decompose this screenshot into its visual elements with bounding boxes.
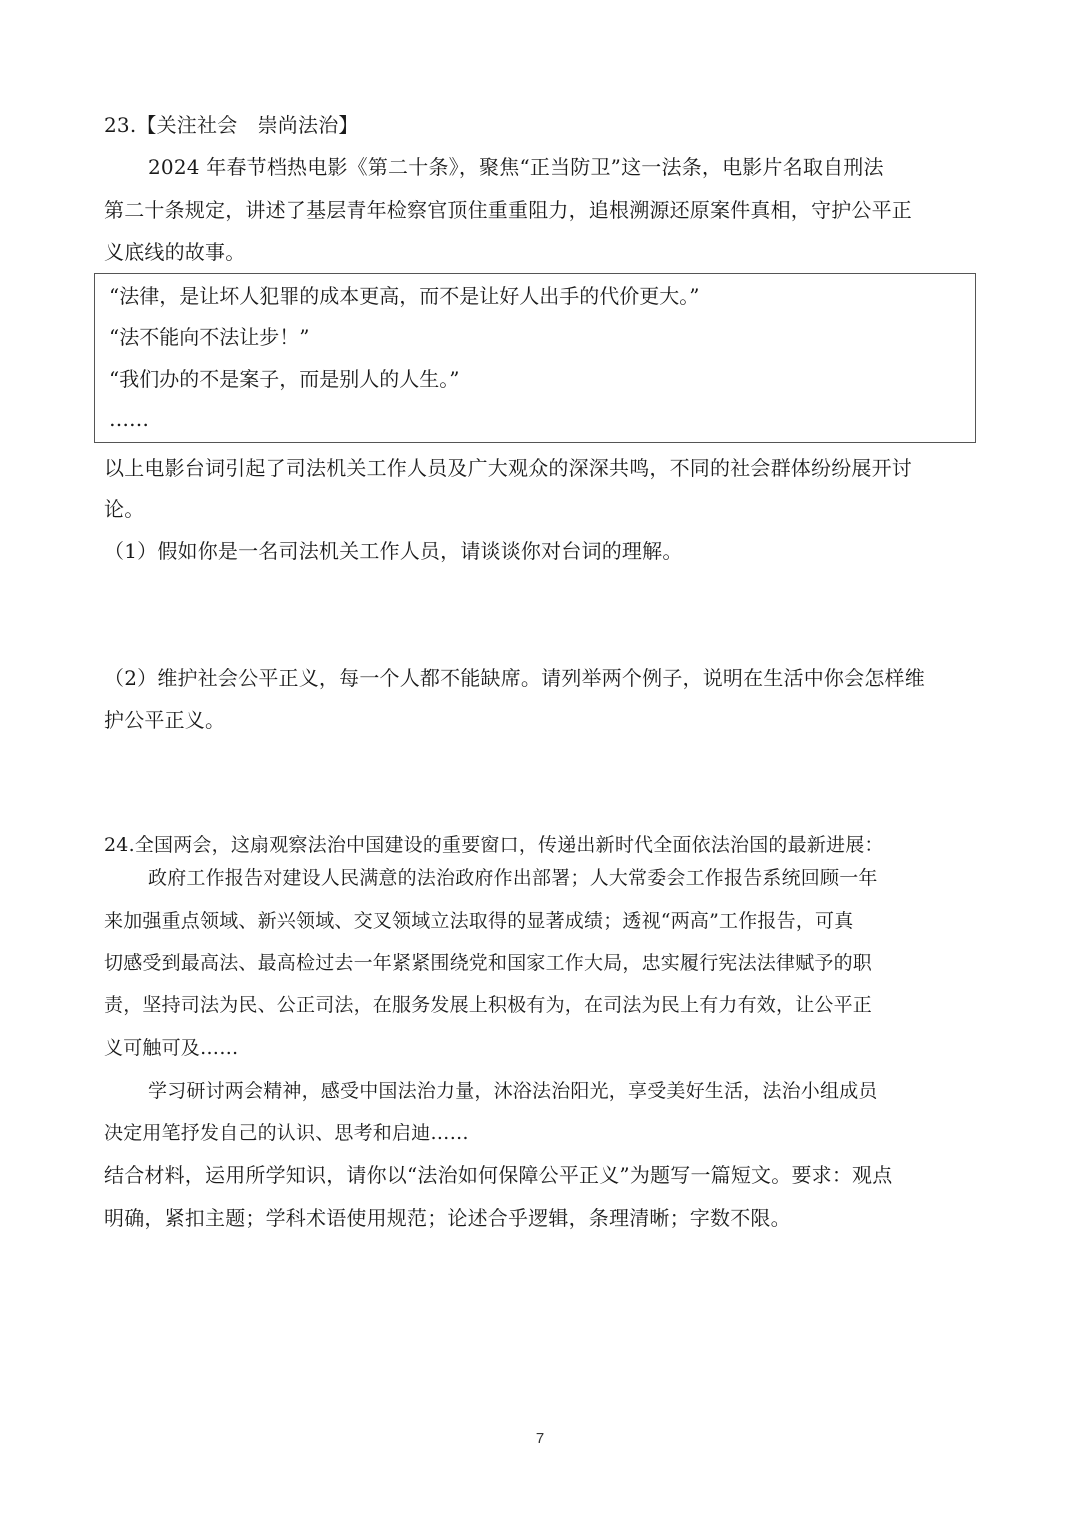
q23-intro-line: 第二十条规定，讲述了基层青年检察官顶住重重阻力，追根溯源还原案件真相，守护公平正 xyxy=(104,198,912,222)
q23-after-line: 论。 xyxy=(104,497,145,521)
q24-para1-line: 义可触可及…… xyxy=(104,1037,239,1059)
page-number: 7 xyxy=(535,1430,545,1447)
q24-task-line: 结合材料，运用所学知识，请你以“法治如何保障公平正义”为题写一篇短文。要求：观点 xyxy=(104,1163,893,1187)
q24-task-line: 明确，紧扣主题；学科术语使用规范；论述合乎逻辑，条理清晰；字数不限。 xyxy=(104,1206,791,1230)
quote-line: “法律，是让坏人犯罪的成本更高，而不是让好人出手的代价更大。” xyxy=(109,284,700,308)
q23-after-line: 以上电影台词引起了司法机关工作人员及广大观众的深深共鸣，不同的社会群体纷纷展开讨 xyxy=(104,456,912,480)
quote-ellipsis: …… xyxy=(109,407,149,431)
q23-intro-line: 2024 年春节档热电影《第二十条》，聚焦“正当防卫”这一法条，电影片名取自刑法 xyxy=(148,155,884,179)
q24-para1-line: 切感受到最高法、最高检过去一年紧紧围绕党和国家工作大局，忠实履行宪法法律赋予的职 xyxy=(104,952,873,974)
q24-para2-line: 学习研讨两会精神，感受中国法治力量，沐浴法治阳光，享受美好生活，法治小组成员 xyxy=(148,1080,878,1102)
q23-subquestion-1: （1）假如你是一名司法机关工作人员，请谈谈你对台词的理解。 xyxy=(104,539,683,563)
q24-para1-line: 责，坚持司法为民、公正司法，在服务发展上积极有为，在司法为民上有力有效，让公平正 xyxy=(104,994,873,1016)
q24-para1-line: 来加强重点领域、新兴领域、交叉领域立法取得的显著成绩；透视“两高”工作报告，可真 xyxy=(104,910,854,932)
quote-box xyxy=(94,273,976,443)
q23-intro-line: 义底线的故事。 xyxy=(104,240,246,264)
q23-title: 23.【关注社会 崇尚法治】 xyxy=(104,113,359,137)
quote-line: “我们办的不是案子，而是别人的人生。” xyxy=(109,367,460,391)
quote-line: “法不能向不法让步！” xyxy=(109,325,310,349)
q24-para2-line: 决定用笔抒发自己的认识、思考和启迪…… xyxy=(104,1122,469,1144)
q24-para1-line: 政府工作报告对建设人民满意的法治政府作出部署；人大常委会工作报告系统回顾一年 xyxy=(148,867,878,889)
q23-subquestion-2: （2）维护社会公平正义，每一个人都不能缺席。请列举两个例子，说明在生活中你会怎样维 xyxy=(104,666,925,690)
q24-title: 24.全国两会，这扇观察法治中国建设的重要窗口，传递出新时代全面依法治国的最新进展： xyxy=(104,834,884,856)
q23-subquestion-2-cont: 护公平正义。 xyxy=(104,708,226,732)
